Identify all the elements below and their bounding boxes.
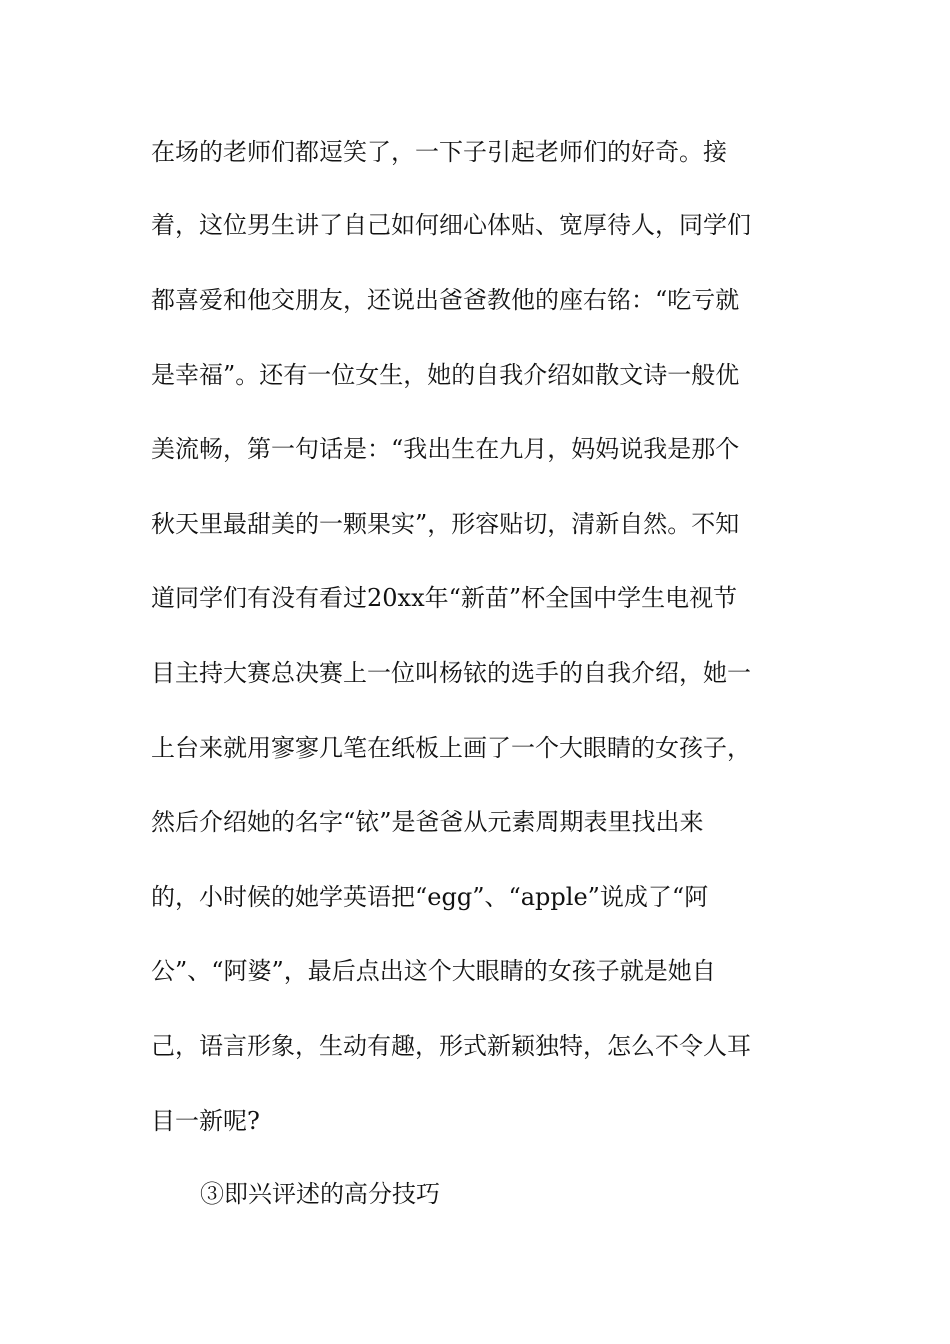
paragraph-line: 都喜爱和他交朋友，还说出爸爸教他的座右铭：“吃亏就 [151, 286, 740, 314]
paragraph-line: 的，小时候的她学英语把“egg”、“apple”说成了“阿 [151, 883, 709, 911]
section-heading: ③即兴评述的高分技巧 [200, 1180, 440, 1208]
paragraph-line: 是幸福”。还有一位女生，她的自我介绍如散文诗一般优 [151, 361, 740, 389]
paragraph-line: 美流畅，第一句话是：“我出生在九月，妈妈说我是那个 [151, 435, 740, 463]
paragraph-line: 目一新呢? [151, 1107, 260, 1135]
paragraph-line: 道同学们有没有看过20xx年“新苗”杯全国中学生电视节 [151, 584, 738, 612]
paragraph-line: 然后介绍她的名字“铱”是爸爸从元素周期表里找出来 [151, 808, 704, 836]
paragraph-line: 目主持大赛总决赛上一位叫杨铱的选手的自我介绍，她一 [151, 659, 751, 687]
paragraph-line: 己，语言形象，生动有趣，形式新颖独特，怎么不令人耳 [151, 1032, 751, 1060]
paragraph-line: 着，这位男生讲了自己如何细心体贴、宽厚待人，同学们 [151, 211, 751, 239]
paragraph-line: 公”、“阿婆”，最后点出这个大眼睛的女孩子就是她自 [151, 957, 716, 985]
paragraph-line: 上台来就用寥寥几笔在纸板上画了一个大眼睛的女孩子， [151, 734, 751, 762]
paragraph-line: 秋天里最甜美的一颗果实”，形容贴切，清新自然。不知 [151, 510, 740, 538]
paragraph-line: 在场的老师们都逗笑了，一下子引起老师们的好奇。接 [151, 138, 727, 166]
